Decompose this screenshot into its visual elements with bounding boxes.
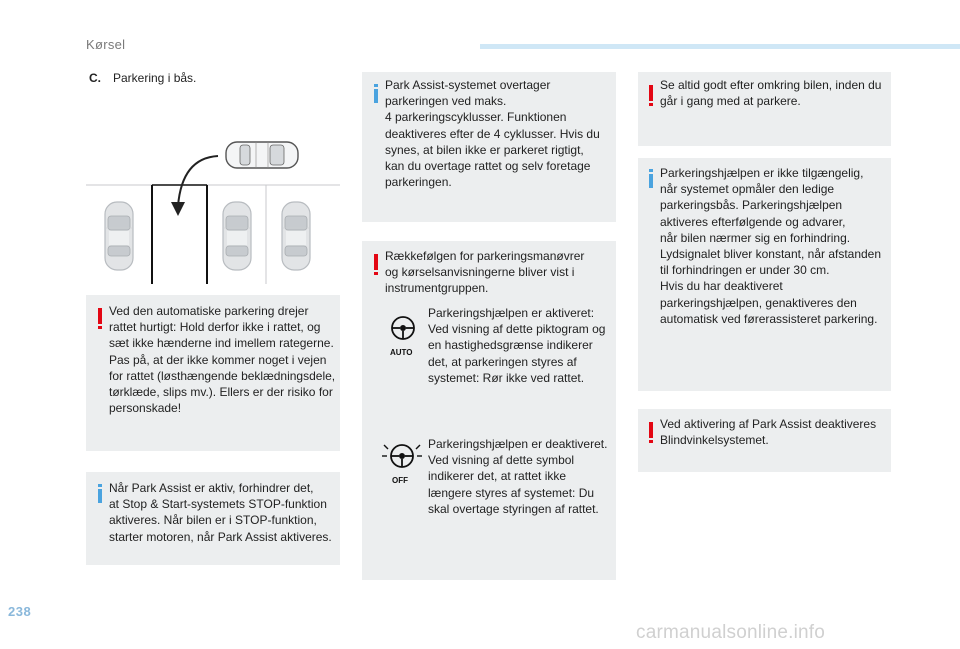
- info-box-stop-start: [86, 472, 340, 565]
- parked-car-middle: [223, 202, 251, 270]
- section-header: Kørsel: [86, 37, 126, 52]
- warning-icon: [649, 85, 653, 101]
- info-text: Når Park Assist er aktiv, forhindrer det, at Stop & Start-systemets STOP-funktion aktiveres. Når bilen er i STOP-funktion, starter motoren, når Park Assist aktiveres.: [109, 481, 332, 544]
- steering-wheel-off-icon: [382, 441, 422, 491]
- info-icon: [374, 89, 378, 103]
- off-icon-text: Parkeringshjælpen er deaktiveret. Ved visning af dette symbol indikerer det, at rattet ikke længere styres af systemet: Du skal overtage styringen af rattet.: [428, 437, 608, 516]
- warning-icon: [649, 422, 653, 438]
- warning-box-steering: [86, 295, 340, 451]
- warning-box-look-around: [638, 72, 891, 146]
- warning-text: Rækkefølgen for parkeringsmanøvrer og kørselsanvisningerne bliver vist i instrumentgruppen.: [385, 249, 585, 296]
- auto-icon-text: Parkeringshjælpen er aktiveret: Ved visning af dette piktogram og en hastighedsgrænse indikerer det, at parkeringen styres af systemet: Rør ikke ved rattet.: [428, 306, 606, 385]
- warning-box-instrument-display: [362, 241, 616, 580]
- auto-label: AUTO: [390, 348, 413, 357]
- off-label: OFF: [392, 476, 408, 485]
- warning-text: Ved aktivering af Park Assist deaktiveres Blindvinkelsystemet.: [660, 417, 877, 448]
- page-number: 238: [8, 604, 32, 619]
- header-accent-bar: [480, 44, 960, 49]
- maneuver-arrow: [178, 156, 218, 206]
- watermark: carmanualsonline.info: [636, 622, 826, 643]
- info-text: Park Assist-systemet overtager parkeringen ved maks. 4 parkeringscyklusser. Funktionen deaktiveres efter de 4 cyklusser. Hvis du synes, at bilen ikke er parkeret rigtigt, kan du overtage rattet og selv foretage parkeringen.: [385, 78, 600, 190]
- warning-box-blind-spot: [638, 409, 891, 472]
- parked-car-left: [105, 202, 133, 270]
- bay-parking-illustration: [86, 128, 340, 288]
- info-box-parking-sensors: [638, 158, 891, 391]
- info-text: Parkeringshjælpen er ikke tilgængelig, når systemet opmåler den ledige parkeringsbås. Parkeringshjælpen aktiveres efterfølgende og advarer, når bilen nærmer sig en forhindring. Lydsignalet bliver konstant, når afstanden til forhindringen er under 30 cm. Hvis du har deaktiveret parkeringshjælpen, genaktiveres den automatisk ved førerassisteret parkering.: [660, 166, 882, 326]
- warning-icon: [98, 308, 102, 324]
- info-icon: [98, 489, 102, 503]
- steering-wheel-auto-icon: [386, 313, 422, 363]
- section-title-text: Parkering i bås.: [113, 71, 197, 85]
- moving-car: [226, 142, 298, 168]
- warning-text: Ved den automatiske parkering drejer rattet hurtigt: Hold derfor ikke i rattet, og sæt ikke hænderne ind imellem rategerne. Pas på, at der ikke kommer noget i vejen for rattet (løsthængende beklædningsdele, tørklæde, slips mv.). Ellers er der risiko for personskade!: [109, 304, 336, 416]
- info-icon: [649, 174, 653, 188]
- warning-text: Se altid godt efter omkring bilen, inden du går i gang med at parkere.: [660, 78, 882, 109]
- section-c-title: [89, 70, 196, 86]
- section-letter: C.: [89, 71, 101, 85]
- parked-car-right: [282, 202, 310, 270]
- warning-icon: [374, 254, 378, 270]
- info-box-park-cycles: [362, 72, 616, 222]
